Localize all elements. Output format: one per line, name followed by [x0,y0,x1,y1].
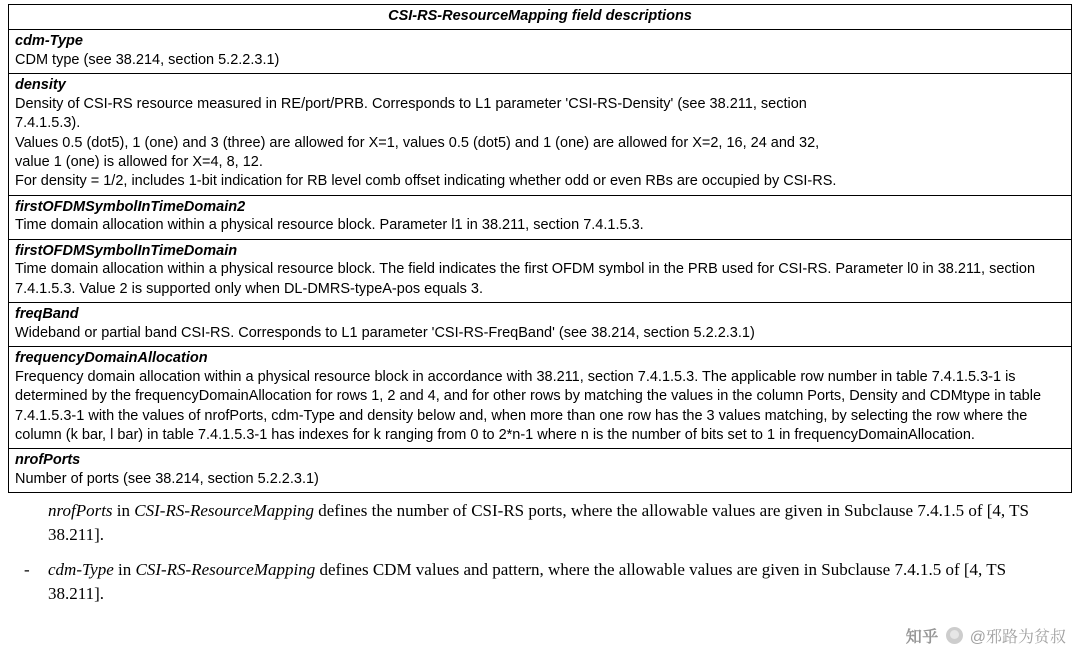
field-name: firstOFDMSymbolInTimeDomain2 [15,198,246,215]
field-body: Frequency domain allocation within a physical resource block in accordance with 38.211, section 7.4.1.5.3. The applicable row number in table 7.4.1.5.3-1 is determined by the frequencyDomainAllocation for rows 1, 2 and 4, and for other rows by matching the values in the column Ports, Density and CDMtype in table 7.4.1.5.3-1 with the values of nrofPorts, cdm-Type and density below and, when more than one row has the 3 values matching, by selecting the row where the column (k bar, l bar) in table 7.4.1.5.3-1 has indexes for k ranging from 0 to 2*n-1 where n is the number of bits set to 1 in frequencyDomainAllocation. [15,369,1042,443]
field-body: CDM type (see 38.214, section 5.2.2.3.1) [15,51,280,68]
bullet-dash: - [24,560,30,580]
document-page [0,4,1080,657]
table-row [9,347,1072,449]
field-body: Time domain allocation within a physical resource block. Parameter l1 in 38.211, section 7.4.1.5.3. [15,217,644,234]
table-caption-row [9,5,1072,30]
field-body: Wideband or partial band CSI-RS. Corresponds to L1 parameter 'CSI-RS-FreqBand' (see 38.214, section 5.2.2.3.1) [15,324,755,341]
table-row [9,303,1072,347]
note-connector: in [113,560,136,580]
table-caption: CSI-RS-ResourceMapping field descriptions [9,5,1072,30]
table-row [9,30,1072,74]
note-reference: CSI-RS-ResourceMapping [135,560,316,580]
field-body-line: value 1 (one) is allowed for X=4, 8, 12. [15,153,263,170]
avatar [946,627,963,644]
table-row [9,74,1072,195]
watermark [906,624,1066,647]
field-name: firstOFDMSymbolInTimeDomain [15,242,238,259]
note-paragraph-cdmtype [0,558,1080,605]
table-row [9,449,1072,493]
field-body-line: Density of CSI-RS resource measured in RE/port/PRB. Corresponds to L1 parameter 'CSI-RS-Density' (see 38.211, section [15,96,807,113]
field-name: frequencyDomainAllocation [15,350,208,367]
field-name: cdm-Type [15,33,83,50]
field-body-line: For density = 1/2, includes 1-bit indication for RB level comb offset indicating whether odd or even RBs are occupied by CSI-RS. [15,173,837,190]
notes-section [0,499,1080,605]
note-content [48,558,1056,605]
field-name: nrofPorts [15,452,81,469]
note-connector: in [112,501,135,521]
note-text: defines the number of CSI-RS ports, where the allowable values are given in Subclause 7.4.1.5 of [4, TS 38.211]. [48,501,1029,544]
field-body-line: Values 0.5 (dot5), 1 (one) and 3 (three) are allowed for X=1, values 0.5 (dot5) and 1 (one) are allowed for X=2, 16, 24 and 32, [15,134,820,151]
field-name: freqBand [15,306,79,323]
field-body: Time domain allocation within a physical resource block. The field indicates the first OFDM symbol in the PRB used for CSI-RS. Parameter l0 in 38.211, section 7.4.1.5.3. Value 2 is supported only when DL-DMRS-typeA-pos equals 3. [15,261,1036,297]
field-name: density [15,77,66,94]
note-reference: CSI-RS-ResourceMapping [134,501,314,521]
table-row [9,239,1072,302]
note-text: defines CDM values and pattern, where the allowable values are given in Subclause 7.4.1.5 of [4, TS 38.211]. [48,560,1007,603]
field-body-line: 7.4.1.5.3). [15,115,81,132]
note-term: nrofPorts [48,501,113,521]
note-paragraph-nrofports [0,499,1080,546]
zhihu-logo-icon: 知乎 [905,629,939,646]
field-descriptions-table [8,4,1072,493]
field-body: Number of ports (see 38.214, section 5.2.2.3.1) [15,470,319,487]
watermark-user: @邪路为贫叔 [969,629,1066,646]
note-term: cdm-Type [48,560,114,580]
table-row [9,195,1072,239]
